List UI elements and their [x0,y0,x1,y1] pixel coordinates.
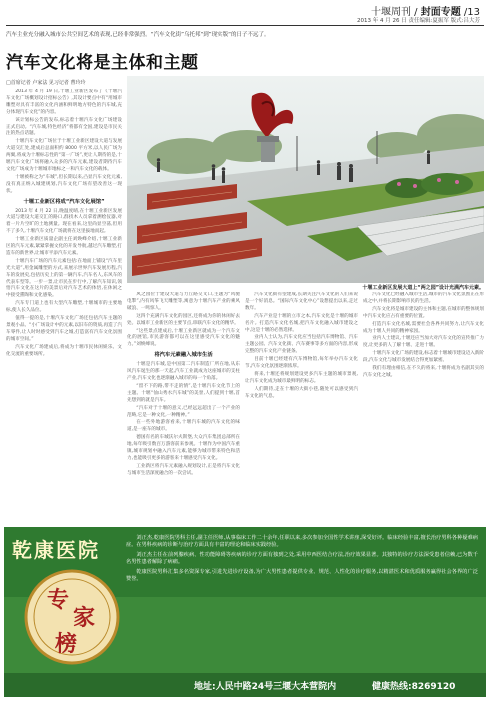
expert-emblem [22,567,122,667]
emblem-char-1: 专 [46,587,70,613]
paragraph: 目前十堰已经建有汽车博物馆,每年举办汽车文化节,汽车文化氛围逐渐浓厚。 [245,357,358,370]
article-headline: 汽车文化将是主体和主题 [6,53,199,73]
rendering-photo [127,76,484,283]
hospital-advertisement [4,527,486,697]
paragraph: 2013 年 4 月 19 日,十堰工业新区发布了《十堰汽车文化广场概划设计招标公告》,其设计要点中有“用城市雕塑对具有丰富的文化内涵和鲜明地方特色的汽车城,充分体现汽车文化”的内容。 [6,89,122,115]
paragraph: 2013 年 4 月 22 日,晚温度晴,在十堰工业新区发展大道与建设大道交汇的路口,群找木人员拿着测绘仪器,对着一片片空旷的土地测量。现在看来,这里尚显空荡,但用不了多久,十堰汽车文化广场就将在这里拔地而起。 [6,208,122,235]
paragraph: 我们有理由相信,在不久的将来,十堰将成为名副其实的汽车文化之城。 [363,366,484,378]
photo-caption: 十堰工业新区发展大道上“两之园”设计光满汽车元素。 [362,285,484,291]
paragraph: “留不下的路,带不走的情”,是十堰汽车文化节上的主题。十堰“仙山秀水汽车城”的美誉,人们提到十堰,首先想到的就是汽车。 [127,383,240,403]
header-brand: 十堰周刊 / 封面专题 /13 [370,7,480,18]
page-number: 13 [467,7,480,18]
paragraph: 工业新区将汽车元素融入规划设计,正是将汽车文化与城市生活深度融合的一次尝试。 [127,463,240,476]
page-header [0,0,490,28]
ad-address: 地址:人民中路24号三堰大本营院内 [194,682,337,692]
plaza-rendering-illustration [127,76,484,283]
paragraph: 这四个充满汽车文化的园区,还将成为你的休闲好去处。以城市工业新区的主要节点,串联汽车文化的精华。 [127,313,240,326]
emblem-char-3: 榜 [54,631,78,657]
paragraph: 人们期待,走在十堰的大街小巷,随处可以感受到汽车文化的气息。 [245,386,358,399]
article-column-2 [127,292,240,521]
paragraph: 十堰汽车文化广场位于十堰工业新区建设大道与发展大道交汇处,建成后总面积约 8000 平方米,以人民广场为两翼,将成为十堰标志性的“第一广场”,更让人期待的是,十堰汽车文化广场将融入众多的汽车元素,建设者期待汽车文化广场成为十堰城市地标之一和汽车文化的载体。 [6,139,122,172]
header-meta: 2013 年 4 月 26 日 责任编辑:夏振军 版式:吕大芳 [357,18,480,24]
paragraph: 汽车产业是十堰的立市之本,汽车文化是十堰的城市名片。打造汽车文化名城,把汽车文化融入城市建设之中,这是十堰的必然选择。 [245,313,358,333]
ad-hotline: 健康热线:8269120 [372,682,456,692]
ad-paragraph: 刘正杰主任在前列腺疾病、性功能障碍等疾病的诊疗方面有独到之处,采用中西医结合疗法,治疗效果显著。其独特的诊疗方法深受患者信赖,已为数千名男性患者解除了病痛。 [126,551,478,566]
paragraph: 将来,十堰还将规划建设更多汽车主题的城市景观,让汽车文化成为城市最鲜明的标志。 [245,371,358,384]
paragraph: 在一些外地游客看来,十堰汽车城的汽车文化的味道,是一座车的城市。 [127,420,240,433]
article-column-1 [6,89,122,521]
byline: □首席记者 卢家法 见习记者 曹玲玲 [6,80,86,86]
article-column-3 [245,292,358,521]
subheading: 将汽车元素融入城市生活 [154,352,213,359]
paragraph: 该计划标公告的发布,标志着十堰汽车文化广场建设正式启动。“汽车城,特色经济”将都有全国,建设是市民关注的热点话题。 [6,117,122,137]
paragraph: 德国有名的车城沃尔夫斯堡,大众汽车集团总部所在地,每年吸引数百万游客前来参观。十堰作为中国汽车重镇,城市规划中融入汽车元素,能够为城市带来特色和活力,也能吸引更多的游客来十堰感受汽车文化。 [127,435,240,461]
subheading: 十堰工业新区将成“汽车文化展馆” [23,198,105,205]
ad-paragraph: 乾康医院男科汇集多名资深专家,引进先进诊疗设备,为广大男性患者提供专业、规范、人性化的诊疗服务,以精湛医术和优质服务赢得社会各界的广泛赞誉。 [126,568,478,583]
ad-paragraph: 刘正杰,乾康医院男科主任,副主任医师,从事临床工作二十余年,任职以来,多次参加全国性学术讲座,深受好评。临床经验丰富,擅长治疗男科各种疑难病症。在男科疾病的诊断与治疗方面具有丰富的理论和临床实践经验。 [126,535,478,549]
paragraph: 汽车文化已经融入城市生活,城市的汽车文化氛围正在形成之中,并将长期影响市民的生活。 [363,292,484,304]
paragraph: 汽车文化将是城市建设的主体和主题,在城市的整体规划中汽车文化应占有重要的位置。 [363,306,484,319]
lead-text: 汽车主业充分融入城市公共空间艺术的表现,已经非常强烈。“汽车文化街”乌托邦“到”现实版“的日子不远了。 [6,32,270,38]
paragraph: 十堰汽车广场的汽车元素包括:在地面上铺设“汽车里光大道”,用金属雕塑的方式,来展示世界汽车发展历程,汽车的发展史,包括历史上的第一辆汽车,汽车名人,东风车的代表车型等。一步一景,让市民在步行中,了解汽车知识,领悟汽车文化在这片的美景后对汽车艺术的体悟,在休闲之中接受熏陶和文化感染。 [6,258,122,299]
paragraph: 十堰汽车文化广场的建设,标志着十堰城市建设迈入新阶段,汽车文化与城市发展结合得更加紧密。 [363,351,484,364]
paragraph: “这些景点建成后,十堰工业新区就成为一个汽车文化的展馆,市民游客都可以在这里感受汽车文化的魅力。”刘焕峰说。 [127,328,240,348]
paragraph: 十堰是汽车城,是中国第二汽车制造厂所在地,从东风汽车诞生的那一天起,汽车工业就成为这座城市的支柱产业,汽车文化也逐渐融入城市的每一个角落。 [127,362,240,381]
paragraph: 汽车文化街有望建成,长期关注汽车文化的人们来说是一个好消息。“国际汽车文化中心”设想提出以来,走过数年。 [245,292,358,311]
section-name: 封面专题 [420,7,461,18]
brand-name: 十堰周刊 [370,7,411,18]
paragraph: 十堰被称之为“车城”,但长期以来,凸显汽车文化元素,没有真正纳入城建规划,汽车文化广场有望改善这一现状。 [6,174,122,194]
paragraph: “汽车对于十堰的意义,已经远远超出了一个产业的范畴,它是一种文化,一种精神。” [127,405,240,418]
paragraph: 打造汽车文化名城,需要社会各界共同努力,让汽车文化成为十堰人共同的精神家园。 [363,321,484,334]
emblem-char-2: 家 [72,605,96,631]
paragraph: 汽车专门道上也有大型汽车雕塑,十堰城市的主要地标,使人长久品位。 [6,301,122,314]
paragraph: 业内人士建议,十堰还应当加大对汽车文化的宣传推广力度,让更多的人了解十堰、走进十堰。 [363,336,484,349]
ad-bottom-bar [4,673,486,697]
ad-body-text [126,535,478,585]
hospital-name: 乾康医院 [12,538,100,562]
article-column-4 [363,292,484,521]
paragraph: 十堰工业新区质量企副主任刘焕峰介绍,十堰工业新区的汽车元素,紧紧掌握文化的开发导航,越过汽车雕塑,打造车的新世界,让城市平添汽车元素。 [6,237,122,256]
paragraph: 风之园位于建设大道与力丘路交叉口,主题为“风驰电掣”,内有风筝飞天雕塑等,寓意为十堰汽车产业的乘风破浪、一鸣惊人。 [127,292,240,311]
header-rule [6,25,484,26]
paragraph: 值得一提的是,十堰汽车文化广场还包括汽车主题的景观小品。“小广场设计中的元素,以旧车的资质,再造了汽车零件,让人时时感受到汽车之城,打造富有汽车文化氛围的城市空间。” [6,316,122,342]
paragraph: 业内人士认为,汽车文化应当包括汽车博物馆、汽车主题公园、汽车文化街、汽车赛事等多方面的内容,形成完整的汽车文化产业链条。 [245,335,358,355]
paragraph: 汽车文化广场建成后,将成为十堰市民休闲娱乐、文化交流的重要场所。 [6,344,122,357]
